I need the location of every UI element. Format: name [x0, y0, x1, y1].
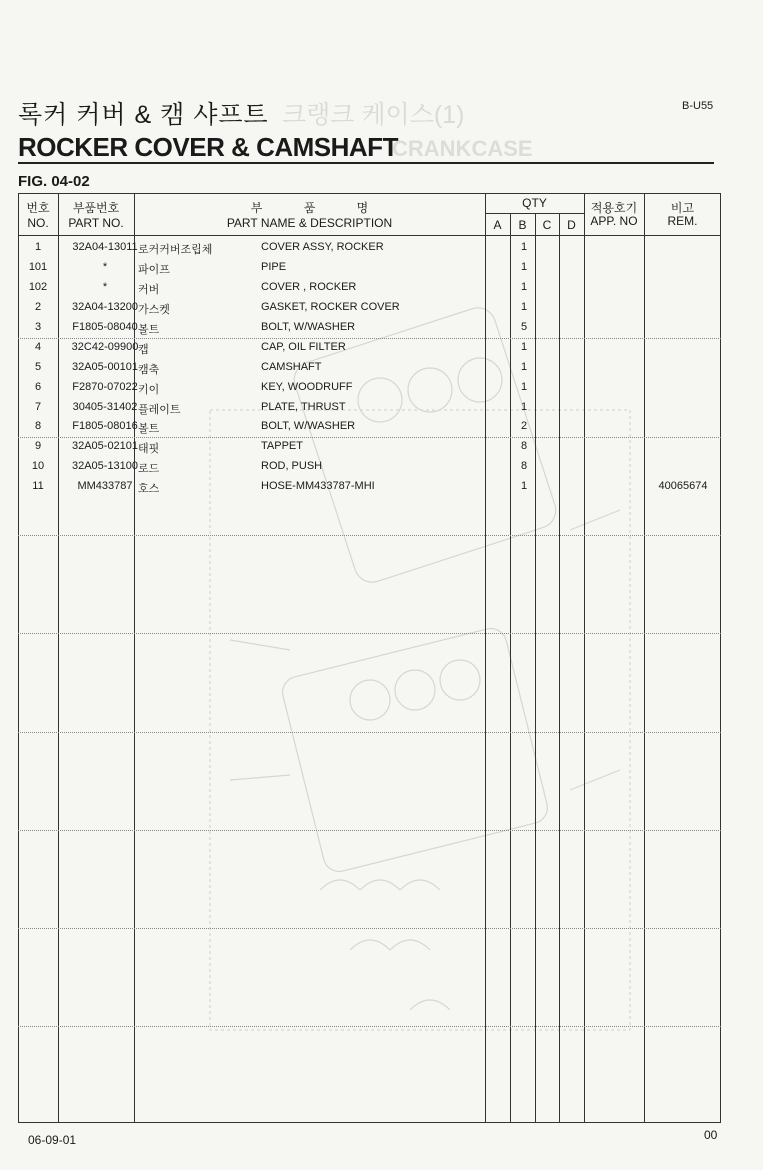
table-row — [18, 321, 721, 341]
header-app-ko: 적용호기 — [590, 201, 638, 215]
table-row — [18, 381, 721, 401]
cell-qty-b: 1 — [520, 261, 528, 273]
cell-qty-b: 5 — [520, 321, 528, 333]
figure-number: FIG. 04-02 — [18, 173, 90, 190]
cell-name-ko: 파이프 — [138, 264, 170, 276]
cell-qty-b: 1 — [520, 301, 528, 313]
cell-name-ko: 태핏 — [138, 443, 160, 455]
cell-qty-b: 1 — [520, 401, 528, 413]
header-qty-c: C — [542, 218, 552, 232]
cell-qty-b: 1 — [520, 480, 528, 492]
cell-name-ko: 커버 — [138, 284, 160, 296]
cell-name-ko: 로드 — [138, 463, 160, 475]
cell-name-ko: 호스 — [138, 483, 160, 495]
cell-part-no: F1805-08040 — [72, 321, 138, 333]
cell-part-no: 32A05-13100 — [71, 460, 139, 472]
header-qty: QTY — [522, 196, 547, 210]
cell-part-no: MM433787 — [77, 480, 133, 492]
cell-description: COVER ASSY, ROCKER — [261, 241, 384, 253]
table-row — [18, 281, 721, 301]
cell-part-no: 32A04-13011 — [72, 241, 138, 253]
cell-no: 9 — [34, 440, 42, 452]
cell-qty-b: 8 — [520, 460, 528, 472]
title-divider — [18, 162, 714, 164]
table-row — [18, 480, 721, 500]
cell-description: BOLT, W/WASHER — [261, 420, 356, 432]
ghost-english-title: CRANKCASE — [392, 136, 533, 161]
cell-remark: 40065674 — [658, 480, 708, 492]
row-group-divider — [18, 830, 721, 831]
table-row — [18, 420, 721, 440]
header-name-ko: 부 품 명 — [250, 201, 369, 215]
row-group-divider — [18, 1026, 721, 1027]
cell-part-no: * — [102, 281, 108, 293]
table-row — [18, 241, 721, 261]
row-group-divider — [18, 928, 721, 929]
header-qty-d: D — [567, 218, 576, 232]
footer-date: 06-09-01 — [28, 1133, 77, 1147]
cell-part-no: 32A04-13200 — [71, 301, 139, 313]
row-group-divider — [18, 732, 721, 733]
model-code: B-U55 — [682, 100, 714, 112]
cell-name-ko: 볼트 — [138, 423, 160, 435]
cell-name-ko: 캠축 — [138, 364, 160, 376]
cell-part-no: 32A05-00101 — [71, 361, 139, 373]
cell-no: 102 — [28, 281, 48, 293]
cell-qty-b: 1 — [520, 381, 528, 393]
header-bottom-rule — [18, 235, 721, 236]
table-row — [18, 361, 721, 381]
cell-no: 101 — [28, 261, 48, 273]
table-row — [18, 301, 721, 321]
cell-qty-b: 1 — [520, 241, 528, 253]
cell-no: 2 — [34, 301, 42, 313]
cell-name-ko: 볼트 — [138, 324, 160, 336]
cell-name-ko: 플레이트 — [138, 404, 181, 416]
cell-no: 11 — [32, 480, 44, 492]
cell-no: 3 — [34, 321, 42, 333]
header-rem-ko: 비고 — [670, 201, 695, 215]
cell-qty-b: 1 — [520, 341, 528, 353]
cell-part-no: 32A05-02101 — [71, 440, 139, 452]
cell-no: 8 — [34, 420, 42, 432]
header-app-en: APP. NO — [590, 214, 638, 228]
cell-qty-b: 1 — [520, 361, 528, 373]
cell-part-no: F2870-07022 — [72, 381, 138, 393]
row-group-divider — [18, 535, 721, 536]
cell-description: ROD, PUSH — [261, 460, 323, 472]
table-row — [18, 440, 721, 460]
header-qty-b: B — [518, 218, 527, 232]
cell-description: TAPPET — [261, 440, 303, 452]
cell-description: BOLT, W/WASHER — [261, 321, 356, 333]
cell-no: 1 — [34, 241, 42, 253]
cell-description: KEY, WOODRUFF — [261, 381, 353, 393]
footer-page-number: 00 — [704, 1128, 718, 1142]
cell-part-no: 32C42-09900 — [71, 341, 139, 353]
qty-header-rule — [485, 213, 584, 214]
page-title-english: ROCKER COVER & CAMSHAFT — [18, 132, 398, 162]
row-group-divider — [18, 633, 721, 634]
cell-no: 7 — [34, 401, 42, 413]
cell-qty-b: 8 — [520, 440, 528, 452]
cell-name-ko: 캡 — [138, 344, 149, 356]
ghost-korean-title: 크랭크 케이스(1) — [282, 101, 465, 129]
header-rem-en: REM. — [667, 214, 698, 228]
header-part-ko: 부품번호 — [72, 201, 120, 215]
cell-description: GASKET, ROCKER COVER — [261, 301, 400, 313]
table-row — [18, 341, 721, 361]
header-qty-a: A — [493, 218, 502, 232]
header-name-en: PART NAME & DESCRIPTION — [226, 216, 393, 230]
cell-part-no: 30405-31402 — [72, 401, 138, 413]
cell-description: HOSE-MM433787-MHI — [261, 480, 375, 492]
cell-no: 5 — [34, 361, 42, 373]
cell-name-ko: 로커커버조립체 — [138, 244, 213, 256]
cell-name-ko: 키이 — [138, 384, 160, 396]
header-no-en: NO. — [27, 216, 49, 230]
table-row — [18, 401, 721, 421]
cell-name-ko: 가스켓 — [138, 304, 170, 316]
cell-description: COVER , ROCKER — [261, 281, 357, 293]
table-row — [18, 460, 721, 480]
cell-part-no: * — [102, 261, 108, 273]
header-part-en: PART NO. — [68, 216, 124, 230]
table-row — [18, 261, 721, 281]
cell-description: PLATE, THRUST — [261, 401, 346, 413]
cell-part-no: F1805-08016 — [72, 420, 138, 432]
header-no-ko: 번호 — [26, 201, 50, 215]
cell-no: 6 — [34, 381, 42, 393]
cell-description: CAP, OIL FILTER — [261, 341, 346, 353]
cell-no: 10 — [31, 460, 45, 472]
cell-description: CAMSHAFT — [261, 361, 322, 373]
cell-qty-b: 2 — [520, 420, 528, 432]
cell-qty-b: 1 — [520, 281, 528, 293]
page-title-korean: 록커 커버 & 캠 샤프트 — [18, 101, 269, 129]
cell-description: PIPE — [261, 261, 287, 273]
cell-no: 4 — [34, 341, 42, 353]
